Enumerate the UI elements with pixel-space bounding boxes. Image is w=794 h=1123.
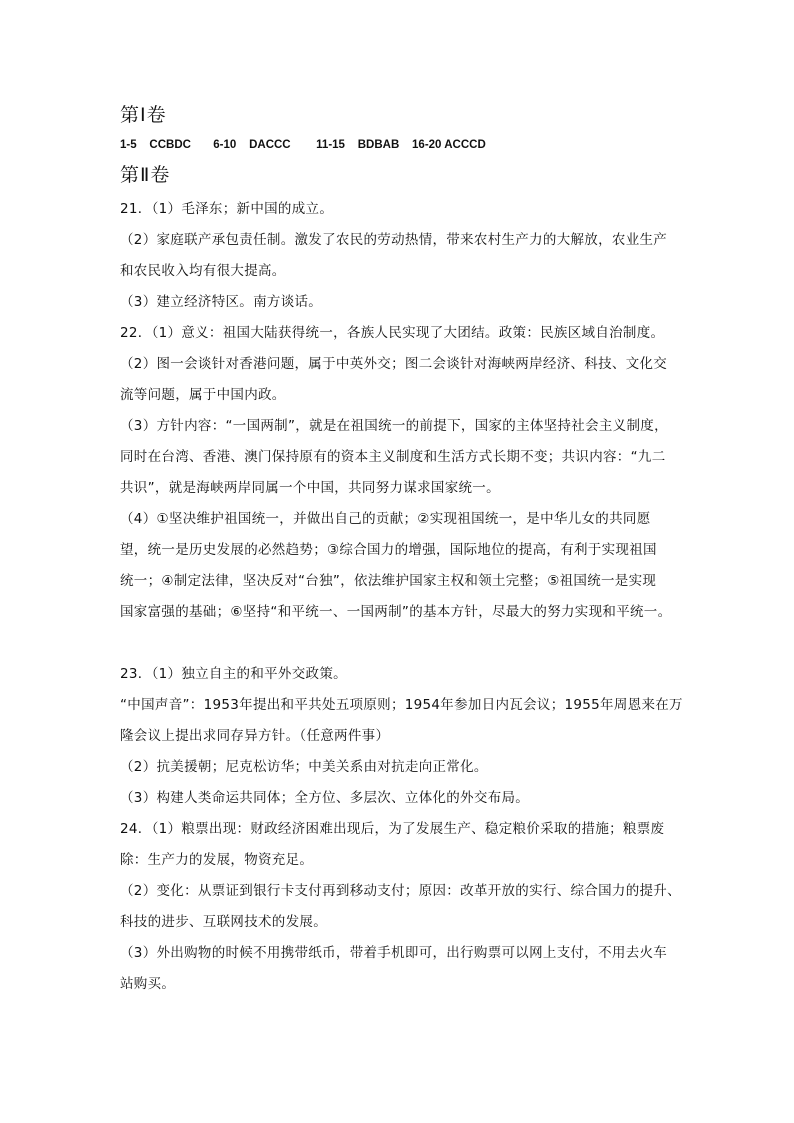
multiple-choice-answers: 1-5 CCBDC 6-10 DACCC 11-15 BDBAB 16-20 ACCCD [120, 139, 486, 151]
question-22-line: 22．（1）意义：祖国大陆获得统一，各族人民实现了大团结。政策：民族区域自治制度。 [120, 325, 665, 341]
question-22-line: 统一；④制定法律，坚决反对“台独”，依法维护国家主权和领土完整；⑤祖国统一是实现 [120, 573, 657, 589]
question-21-line: 21．（1）毛泽东；新中国的成立。 [120, 201, 334, 217]
question-22-line: （3）方针内容：“一国两制”，就是在祖国统一的前提下，国家的主体坚持社会主义制度， [120, 418, 668, 434]
question-23-line: 隆会议上提出求同存异方针。（任意两件事） [120, 728, 390, 744]
question-22-line: 同时在台湾、香港、澳门保持原有的资本主义制度和生活方式长期不变；共识内容：“九二 [120, 449, 666, 465]
part2-title: 第Ⅱ卷 [120, 164, 171, 186]
question-24-line: 除：生产力的发展，物资充足。 [120, 852, 314, 868]
question-24 [120, 814, 690, 1000]
question-21-line: 和农民收入均有很大提高。 [120, 263, 286, 279]
question-24-line: （2）变化：从票证到银行卡支付再到移动支付；原因：改革开放的实行、综合国力的提升、 [120, 883, 681, 899]
question-22-line: 国家富强的基础；⑥坚持“和平统一、一国两制”的基本方针，尽最大的努力实现和平统一。 [120, 604, 672, 620]
question-22-line: （4）①坚决维护祖国统一，并做出自己的贡献；②实现祖国统一，是中华儿女的共同愿 [120, 511, 651, 527]
blank-spacer [120, 628, 690, 659]
question-23-line: （3）构建人类命运共同体；全方位、多层次、立体化的外交布局。 [120, 790, 530, 806]
question-23-line: 23．（1）独立自主的和平外交政策。 [120, 666, 347, 682]
question-22-line: 共识”，就是海峡两岸同属一个中国，共同努力谋求国家统一。 [120, 480, 500, 496]
question-24-line: 24．（1）粮票出现：财政经济困难出现后，为了发展生产、稳定粮价采取的措施；粮票废 [120, 821, 665, 837]
question-21 [120, 194, 690, 318]
question-23-line: “中国声音”：1953年提出和平共处五项原则；1954年参加日内瓦会议；1955年周恩来在万 [120, 697, 683, 713]
question-22-line: （2）图一会谈针对香港问题，属于中英外交；图二会谈针对海峡两岸经济、科技、文化交 [120, 356, 668, 372]
question-22-line: 流等问题，属于中国内政。 [120, 387, 286, 403]
question-22-line: 望，统一是历史发展的必然趋势；③综合国力的增强，国际地位的提高，有利于实现祖国 [120, 542, 657, 558]
question-21-line: （3）建立经济特区。南方谈话。 [120, 294, 323, 310]
question-21-line: （2）家庭联产承包责任制。激发了农民的劳动热情，带来农村生产力的大解放，农业生产 [120, 232, 668, 248]
question-23 [120, 659, 690, 814]
question-24-line: 科技的进步、互联网技术的发展。 [120, 914, 327, 930]
part1-title: 第Ⅰ卷 [120, 104, 167, 126]
answer-key-content [120, 102, 690, 1000]
question-22 [120, 318, 690, 628]
question-23-line: （2）抗美援朝；尼克松访华；中美关系由对抗走向正常化。 [120, 759, 488, 775]
question-24-line: （3）外出购物的时候不用携带纸币，带着手机即可，出行购票可以网上支付，不用去火车 [120, 945, 668, 961]
question-24-line: 站购买。 [120, 976, 176, 992]
